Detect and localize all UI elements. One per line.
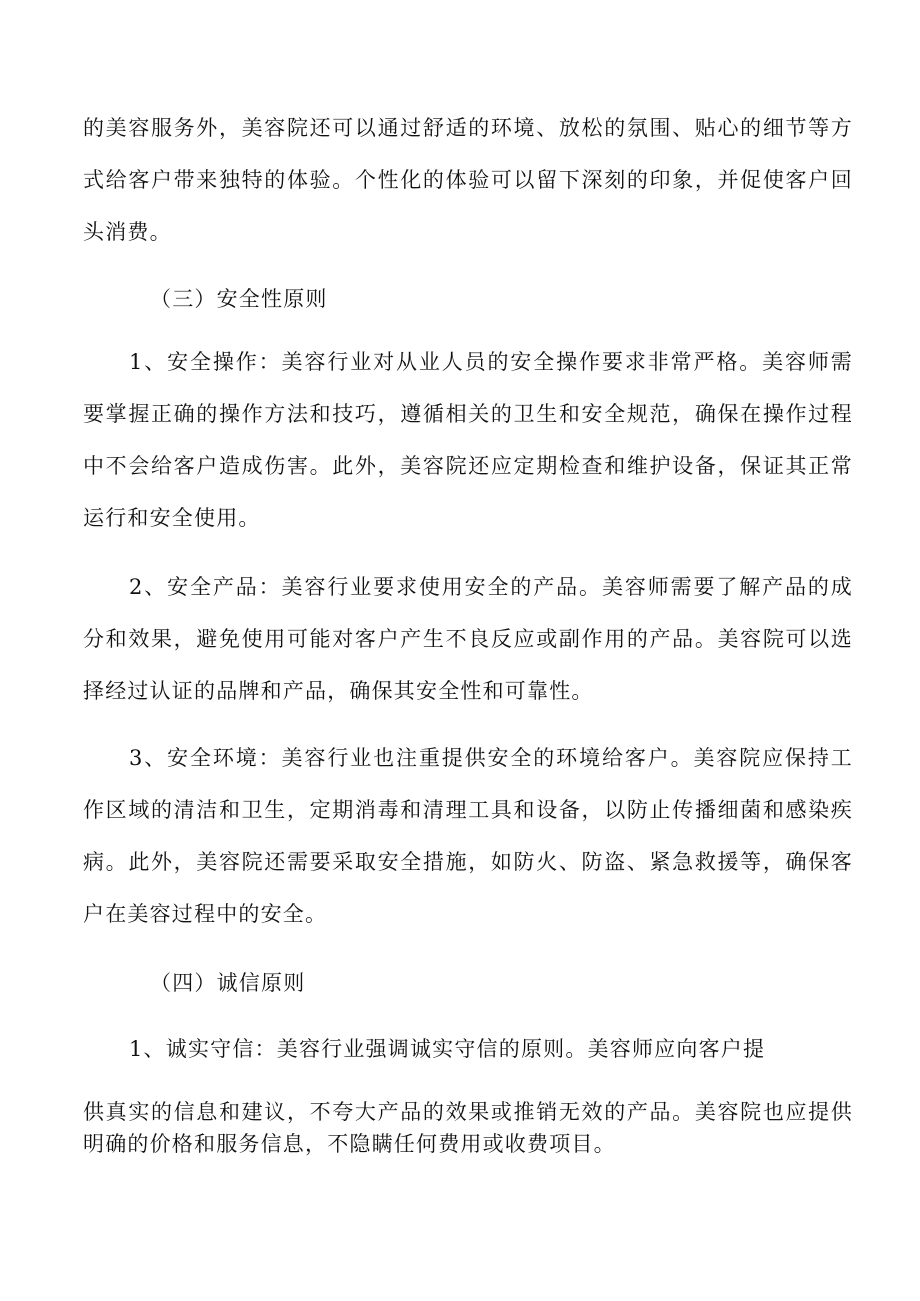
paragraph-safe-products: 2、安全产品：美容行业要求使用安全的产品。美容师需要了解产品的成分和效果，避免使用可能对客户产生不良反应或副作用的产品。美容院可以选择经过认证的品牌和产品，确保其安全性和可靠性。	[83, 575, 853, 703]
paragraph-honesty-start: 1、诚实守信：美容行业强调诚实守信的原则。美容师应向客户提	[129, 1037, 766, 1061]
paragraph-continuation: 的美容服务外，美容院还可以通过舒适的环境、放松的氛围、贴心的细节等方式给客户带来独特的体验。个性化的体验可以留下深刻的印象，并促使客户回头消费。	[83, 116, 853, 244]
paragraph-safe-operation: 1、安全操作：美容行业对从业人员的安全操作要求非常严格。美容师需要掌握正确的操作方法和技巧，遵循相关的卫生和安全规范，确保在操作过程中不会给客户造成伤害。此外，美容院还应定期检查和维护设备，保证其正常运行和安全使用。	[83, 350, 853, 530]
section-heading-integrity: （四）诚信原则	[150, 971, 306, 995]
paragraph-honesty-continued: 供真实的信息和建议，不夸大产品的效果或推销无效的产品。美容院也应提供明确的价格和服务信息，不隐瞒任何费用或收费项目。	[83, 1100, 853, 1156]
paragraph-safe-environment: 3、安全环境：美容行业也注重提供安全的环境给客户。美容院应保持工作区域的清洁和卫生，定期消毒和清理工具和设备，以防止传播细菌和感染疾病。此外，美容院还需要采取安全措施，如防火、防盗、紧急救援等，确保客户在美容过程中的安全。	[83, 746, 853, 926]
section-heading-safety: （三）安全性原则	[150, 287, 328, 311]
